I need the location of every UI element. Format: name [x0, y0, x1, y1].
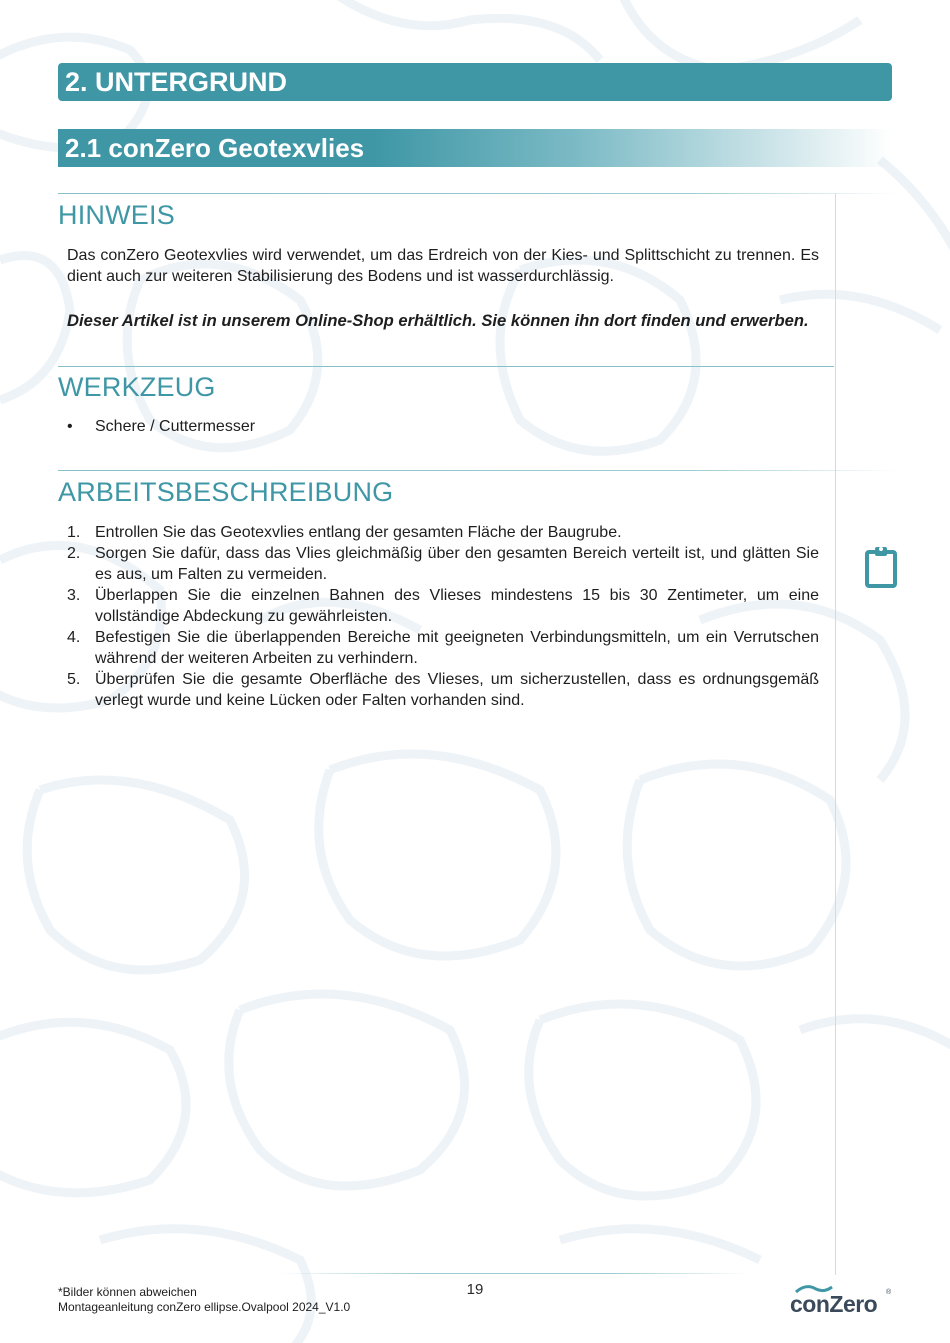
arbeitsbeschreibung-heading: ARBEITSBESCHREIBUNG [58, 477, 394, 507]
hinweis-paragraph: Das conZero Geotexvlies wird verwendet, um das Erdreich von der Kies- und Splittschicht zu trennen. Es dient auch zur weiteren Stabilisierung des Bodens und ist wasserdurchlässig. [67, 247, 819, 285]
list-item [67, 416, 819, 437]
step-number: 4. [67, 629, 81, 646]
werkzeug-heading: WERKZEUG [58, 372, 216, 402]
vertical-divider [835, 193, 836, 1275]
step-number: 1. [67, 524, 81, 541]
step-text: Entrollen Sie das Geotexvlies entlang der gesamten Fläche der Baugrube. [95, 524, 622, 541]
step-text: Befestigen Sie die überlappenden Bereiche mit geeigneten Verbindungsmitteln, um ein Verrutschen während der weiteren Arbeiten zu verhindern. [95, 629, 819, 667]
logo-registered-mark: ® [886, 1289, 892, 1296]
bullet-marker: • [67, 418, 73, 435]
shop-note: Dieser Artikel ist in unserem Online-Shop erhältlich. Sie können ihn dort finden und erwerben. [67, 311, 809, 330]
tool-item-text: Schere / Cuttermesser [95, 418, 256, 435]
footer-document-title: Montageanleitung conZero ellipse.Ovalpool 2024_V1.0 [58, 1300, 351, 1314]
list-item [67, 522, 819, 543]
page-number: 19 [466, 1281, 484, 1298]
list-item [67, 543, 819, 585]
step-text: Überlappen Sie die einzelnen Bahnen des Vlieses mindestens 15 bis 30 Zentimeter, um eine vollständige Abdeckung zu gewährleisten. [95, 587, 819, 625]
tool-list [67, 416, 819, 437]
step-number: 3. [67, 587, 81, 604]
clipboard-icon [862, 544, 900, 590]
conzero-logo [788, 1283, 898, 1319]
list-item [67, 669, 819, 711]
step-number: 5. [67, 671, 81, 688]
logo-text: conZero [790, 1291, 878, 1317]
divider [58, 193, 898, 194]
step-number: 2. [67, 545, 81, 562]
step-list [67, 522, 819, 711]
step-text: Sorgen Sie dafür, dass das Vlies gleichmäßig über den gesamten Bereich verteilt ist, und glätten Sie es aus, um Falten zu vermeiden. [95, 545, 819, 583]
section-title: 2.1 conZero Geotexvlies [58, 129, 892, 167]
footer-divider [280, 1273, 750, 1274]
list-item [67, 627, 819, 669]
hinweis-heading: HINWEIS [58, 200, 175, 230]
list-item [67, 585, 819, 627]
divider [58, 470, 898, 471]
divider [58, 366, 834, 367]
step-text: Überprüfen Sie die gesamte Oberfläche des Vlieses, um sicherzustellen, dass es ordnungsgemäß verlegt wurde und keine Lücken oder Falten vorhanden sind. [95, 671, 819, 709]
chapter-title: 2. UNTERGRUND [58, 63, 892, 101]
footer-note: *Bilder können abweichen [58, 1285, 197, 1299]
